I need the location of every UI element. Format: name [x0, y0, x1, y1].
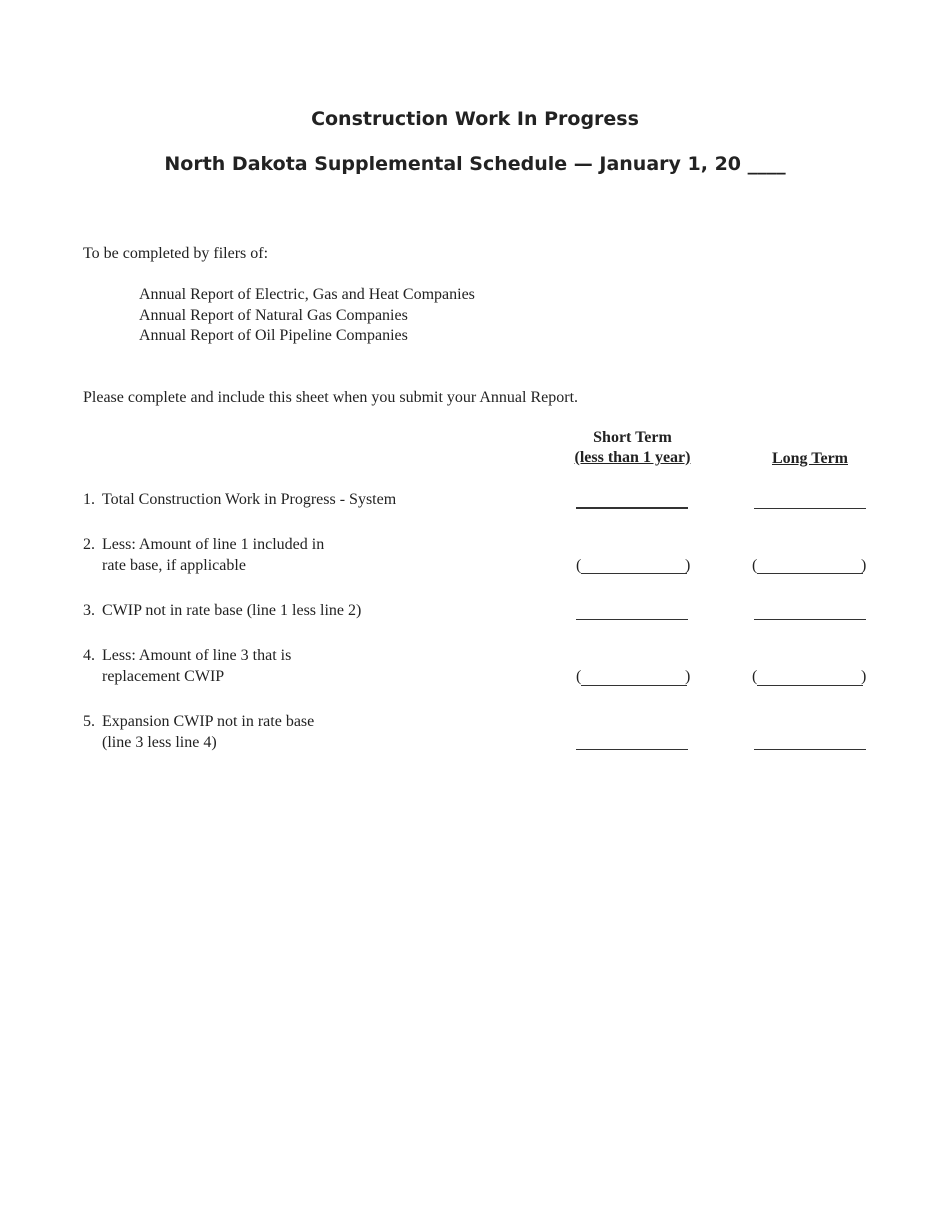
paren-open: ( [752, 668, 758, 685]
row-3-short-term-field[interactable] [576, 619, 688, 620]
row-2-short-term-field[interactable] [581, 573, 687, 574]
row-3-long-term-field[interactable] [754, 619, 866, 620]
row-1-short-term-field[interactable] [576, 507, 688, 509]
row-5-long-term-field[interactable] [754, 749, 866, 750]
row-2-label: 2. Less: Amount of line 1 included in rate base, if applicable [83, 536, 325, 574]
short-term-label: Short Term [593, 429, 672, 446]
page-title: Construction Work In Progress [311, 108, 639, 130]
paren-open: ( [576, 557, 582, 574]
paren-close: ) [861, 557, 867, 574]
paren-close: ) [861, 668, 867, 685]
filers-list [139, 285, 475, 347]
paren-open: ( [576, 668, 582, 685]
row-5-label: 5. Expansion CWIP not in rate base (line 3 less line 4) [83, 713, 315, 751]
short-term-header [560, 428, 705, 468]
row-3-label: 3. CWIP not in rate base (line 1 less line 2) [83, 602, 362, 619]
paren-close: ) [685, 668, 691, 685]
row-1-long-term-field[interactable] [754, 508, 866, 509]
short-term-sublabel: (less than 1 year) [574, 449, 691, 466]
row-1-label: 1. Total Construction Work in Progress - System [83, 491, 397, 508]
row-4-label: 4. Less: Amount of line 3 that is replacement CWIP [83, 647, 292, 685]
page-subtitle: North Dakota Supplemental Schedule — January 1, 20 ____ [164, 153, 786, 175]
instruction-text: Please complete and include this sheet when you submit your Annual Report. [83, 389, 579, 406]
long-term-label: Long Term [771, 450, 848, 467]
row-2-long-term-field[interactable] [757, 573, 863, 574]
filer-item: Annual Report of Oil Pipeline Companies [139, 327, 408, 344]
long-term-header [740, 449, 880, 469]
filer-item: Annual Report of Electric, Gas and Heat Companies [139, 286, 475, 303]
paren-open: ( [752, 557, 758, 574]
paren-close: ) [685, 557, 691, 574]
row-4-long-term-field[interactable] [757, 685, 863, 686]
intro-text: To be completed by filers of: [83, 245, 269, 262]
row-4-short-term-field[interactable] [581, 685, 687, 686]
row-5-short-term-field[interactable] [576, 749, 688, 750]
filer-item: Annual Report of Natural Gas Companies [139, 306, 408, 324]
